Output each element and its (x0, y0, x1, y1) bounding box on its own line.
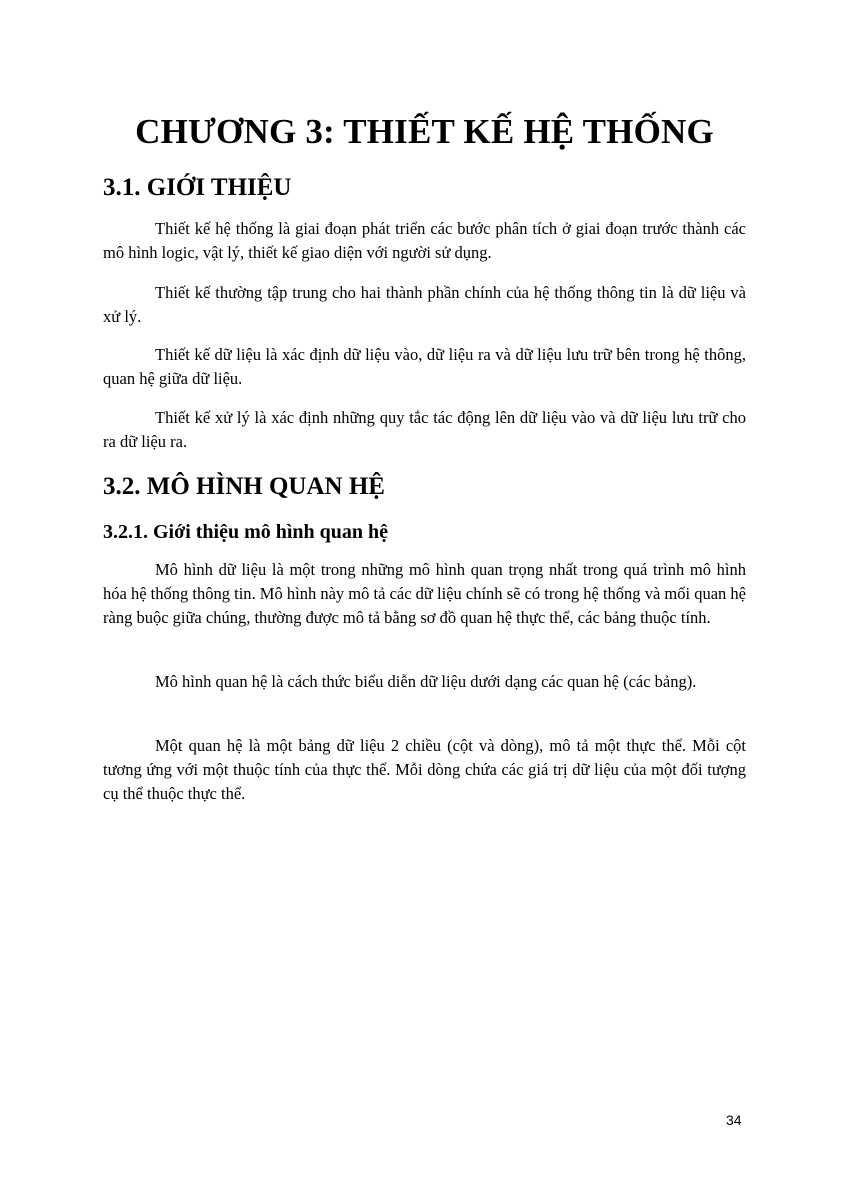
paragraph: Thiết kế xử lý là xác định những quy tắc tác động lên dữ liệu vào và dữ liệu lưu trữ cho ra dữ liệu ra. (103, 408, 746, 452)
paragraph: Thiết kế dữ liệu là xác định dữ liệu vào, dữ liệu ra và dữ liệu lưu trữ bên trong hệ thông, quan hệ giữa dữ liệu. (103, 345, 746, 389)
section-heading-gioi-thieu: 3.1. GIỚI THIỆU (103, 174, 292, 201)
paragraph: Một quan hệ là một bảng dữ liệu 2 chiều (cột và dòng), mô tả một thực thể. Mỗi cột tương ứng với một thuộc tính của thực thể. Mỗi dòng chứa các giá trị dữ liệu của một đối tượng cụ thể thuộc thực thể. (103, 736, 746, 804)
page-number: 34 (726, 1112, 742, 1128)
subsection-heading-gioi-thieu-mo-hinh-quan-he: 3.2.1. Giới thiệu mô hình quan hệ (103, 521, 389, 543)
paragraph: Thiết kế hệ thống là giai đoạn phát triển các bước phân tích ở giai đoạn trước thành các mô hình logic, vật lý, thiết kế giao diện với người sử dụng. (103, 219, 746, 263)
paragraph: Mô hình quan hệ là cách thức biểu diễn dữ liệu dưới dạng các quan hệ (các bảng). (155, 672, 697, 691)
section-heading-mo-hinh-quan-he: 3.2. MÔ HÌNH QUAN HỆ (103, 473, 385, 500)
paragraph: Thiết kế thường tập trung cho hai thành phần chính của hệ thống thông tin là dữ liệu và xử lý. (103, 283, 746, 327)
chapter-title: CHƯƠNG 3: THIẾT KẾ HỆ THỐNG (135, 112, 714, 151)
paragraph: Mô hình dữ liệu là một trong những mô hình quan trọng nhất trong quá trình mô hình hóa hệ thống thông tin. Mô hình này mô tả các dữ liệu chính sẽ có trong hệ thống và mối quan hệ ràng buộc giữa chúng, thường được mô tả bằng sơ đồ quan hệ thực thể, các bảng thuộc tính. (103, 560, 746, 628)
